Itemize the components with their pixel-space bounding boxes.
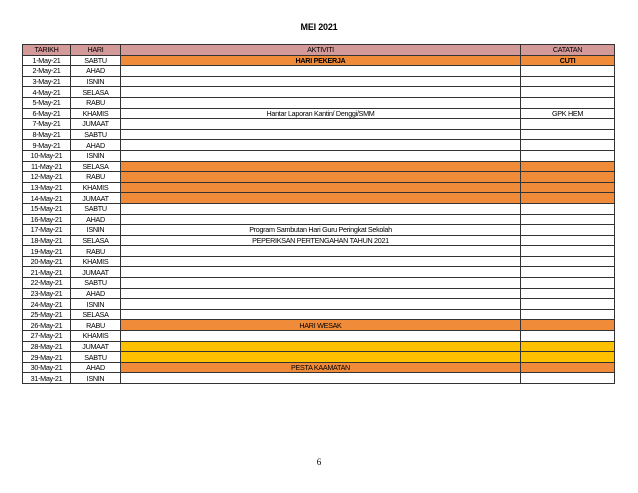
table-row [23, 108, 615, 119]
cell-note [521, 172, 615, 183]
cell-date: 8-May-21 [23, 129, 71, 140]
cell-note [521, 278, 615, 289]
cell-day: AHAD [71, 362, 121, 373]
cell-day: KHAMIS [71, 331, 121, 342]
cell-day: RABU [71, 320, 121, 331]
cell-activity [121, 246, 521, 257]
cell-activity [121, 161, 521, 172]
cell-note [521, 267, 615, 278]
cell-activity [121, 299, 521, 310]
cell-day: ISNIN [71, 299, 121, 310]
table-header-row [23, 45, 615, 56]
cell-date: 9-May-21 [23, 140, 71, 151]
cell-date: 15-May-21 [23, 203, 71, 214]
cell-day: KHAMIS [71, 108, 121, 119]
cell-day: JUMAAT [71, 341, 121, 352]
cell-note [521, 182, 615, 193]
cell-note [521, 161, 615, 172]
cell-date: 22-May-21 [23, 278, 71, 289]
cell-date: 12-May-21 [23, 172, 71, 183]
cell-date: 29-May-21 [23, 352, 71, 363]
cell-activity [121, 341, 521, 352]
table-row [23, 288, 615, 299]
cell-date: 14-May-21 [23, 193, 71, 204]
cell-day: JUMAAT [71, 267, 121, 278]
cell-date: 20-May-21 [23, 256, 71, 267]
cell-note [521, 341, 615, 352]
cell-activity: Program Sambutan Hari Guru Peringkat Sekolah [121, 225, 521, 236]
cell-day: KHAMIS [71, 182, 121, 193]
cell-activity [121, 214, 521, 225]
cell-date: 11-May-21 [23, 161, 71, 172]
cell-day: SELASA [71, 161, 121, 172]
table-row [23, 331, 615, 342]
cell-date: 21-May-21 [23, 267, 71, 278]
table-row [23, 309, 615, 320]
cell-activity: Hantar Laporan Kantin/ Denggi/SMM [121, 108, 521, 119]
page-number: 6 [316, 457, 322, 467]
table-row [23, 299, 615, 310]
cell-activity [121, 373, 521, 384]
cell-activity [121, 129, 521, 140]
cell-day: SABTU [71, 278, 121, 289]
cell-date: 25-May-21 [23, 309, 71, 320]
cell-activity [121, 288, 521, 299]
table-row [23, 341, 615, 352]
cell-note: GPK HEM [521, 108, 615, 119]
table-row [23, 150, 615, 161]
cell-note [521, 140, 615, 151]
cell-day: ISNIN [71, 373, 121, 384]
cell-date: 7-May-21 [23, 119, 71, 130]
cell-day: RABU [71, 246, 121, 257]
cell-date: 30-May-21 [23, 362, 71, 373]
table-row [23, 373, 615, 384]
cell-note [521, 97, 615, 108]
table-row [23, 193, 615, 204]
cell-activity [121, 182, 521, 193]
cell-note [521, 331, 615, 342]
cell-activity [121, 97, 521, 108]
table-row [23, 76, 615, 87]
cell-activity: PEPERIKSAN PERTENGAHAN TAHUN 2021 [121, 235, 521, 246]
cell-date: 19-May-21 [23, 246, 71, 257]
cell-note [521, 87, 615, 98]
table-row [23, 140, 615, 151]
cell-day: JUMAAT [71, 193, 121, 204]
cell-date: 31-May-21 [23, 373, 71, 384]
cell-activity [121, 87, 521, 98]
cell-date: 5-May-21 [23, 97, 71, 108]
table-row [23, 87, 615, 98]
table-row [23, 66, 615, 77]
cell-note: CUTI [521, 55, 615, 66]
cell-note [521, 256, 615, 267]
cell-activity [121, 203, 521, 214]
cell-note [521, 66, 615, 77]
cell-date: 2-May-21 [23, 66, 71, 77]
cell-day: ISNIN [71, 225, 121, 236]
cell-activity [121, 278, 521, 289]
table-row [23, 182, 615, 193]
cell-date: 16-May-21 [23, 214, 71, 225]
table-row [23, 246, 615, 257]
cell-note [521, 225, 615, 236]
cell-date: 3-May-21 [23, 76, 71, 87]
cell-day: SELASA [71, 87, 121, 98]
cell-day: RABU [71, 97, 121, 108]
table-row [23, 235, 615, 246]
cell-date: 17-May-21 [23, 225, 71, 236]
cell-day: ISNIN [71, 76, 121, 87]
cell-activity [121, 66, 521, 77]
header-day: HARI [71, 45, 121, 56]
cell-date: 4-May-21 [23, 87, 71, 98]
cell-activity: HARI PEKERJA [121, 55, 521, 66]
cell-day: RABU [71, 172, 121, 183]
cell-date: 23-May-21 [23, 288, 71, 299]
cell-note [521, 320, 615, 331]
cell-note [521, 129, 615, 140]
table-row [23, 119, 615, 130]
table-row [23, 203, 615, 214]
cell-note [521, 203, 615, 214]
cell-note [521, 309, 615, 320]
cell-activity [121, 172, 521, 183]
cell-activity [121, 193, 521, 204]
cell-day: KHAMIS [71, 256, 121, 267]
page-title: MEI 2021 [300, 22, 338, 32]
cell-note [521, 362, 615, 373]
cell-activity: PESTA KAAMATAN [121, 362, 521, 373]
cell-activity [121, 140, 521, 151]
table-row [23, 362, 615, 373]
cell-date: 13-May-21 [23, 182, 71, 193]
table-row [23, 352, 615, 363]
cell-note [521, 373, 615, 384]
table-row [23, 214, 615, 225]
cell-day: SABTU [71, 55, 121, 66]
table-row [23, 320, 615, 331]
cell-date: 24-May-21 [23, 299, 71, 310]
cell-day: SELASA [71, 309, 121, 320]
cell-activity [121, 331, 521, 342]
cell-note [521, 193, 615, 204]
cell-date: 10-May-21 [23, 150, 71, 161]
header-note: CATATAN [521, 45, 615, 56]
cell-note [521, 214, 615, 225]
table-row [23, 55, 615, 66]
table-body [23, 55, 615, 383]
cell-activity [121, 309, 521, 320]
cell-activity [121, 150, 521, 161]
cell-date: 28-May-21 [23, 341, 71, 352]
cell-note [521, 288, 615, 299]
table-row [23, 225, 615, 236]
table-row [23, 256, 615, 267]
table-row [23, 161, 615, 172]
cell-activity: HARI WESAK [121, 320, 521, 331]
cell-note [521, 150, 615, 161]
cell-day: SELASA [71, 235, 121, 246]
cell-note [521, 235, 615, 246]
table-row [23, 129, 615, 140]
table-row [23, 278, 615, 289]
cell-date: 6-May-21 [23, 108, 71, 119]
cell-note [521, 352, 615, 363]
cell-activity [121, 267, 521, 278]
cell-activity [121, 352, 521, 363]
cell-activity [121, 76, 521, 87]
cell-note [521, 119, 615, 130]
header-activity: AKTIVITI [121, 45, 521, 56]
cell-day: AHAD [71, 140, 121, 151]
table-row [23, 172, 615, 183]
cell-day: ISNIN [71, 150, 121, 161]
cell-day: AHAD [71, 66, 121, 77]
cell-day: SABTU [71, 129, 121, 140]
cell-activity [121, 119, 521, 130]
calendar-table [22, 44, 615, 384]
cell-date: 27-May-21 [23, 331, 71, 342]
cell-date: 1-May-21 [23, 55, 71, 66]
cell-day: SABTU [71, 352, 121, 363]
cell-day: AHAD [71, 288, 121, 299]
cell-date: 26-May-21 [23, 320, 71, 331]
cell-day: AHAD [71, 214, 121, 225]
table-row [23, 97, 615, 108]
cell-day: SABTU [71, 203, 121, 214]
cell-date: 18-May-21 [23, 235, 71, 246]
cell-note [521, 246, 615, 257]
cell-activity [121, 256, 521, 267]
table-row [23, 267, 615, 278]
cell-note [521, 76, 615, 87]
cell-day: JUMAAT [71, 119, 121, 130]
header-date: TARIKH [23, 45, 71, 56]
cell-note [521, 299, 615, 310]
